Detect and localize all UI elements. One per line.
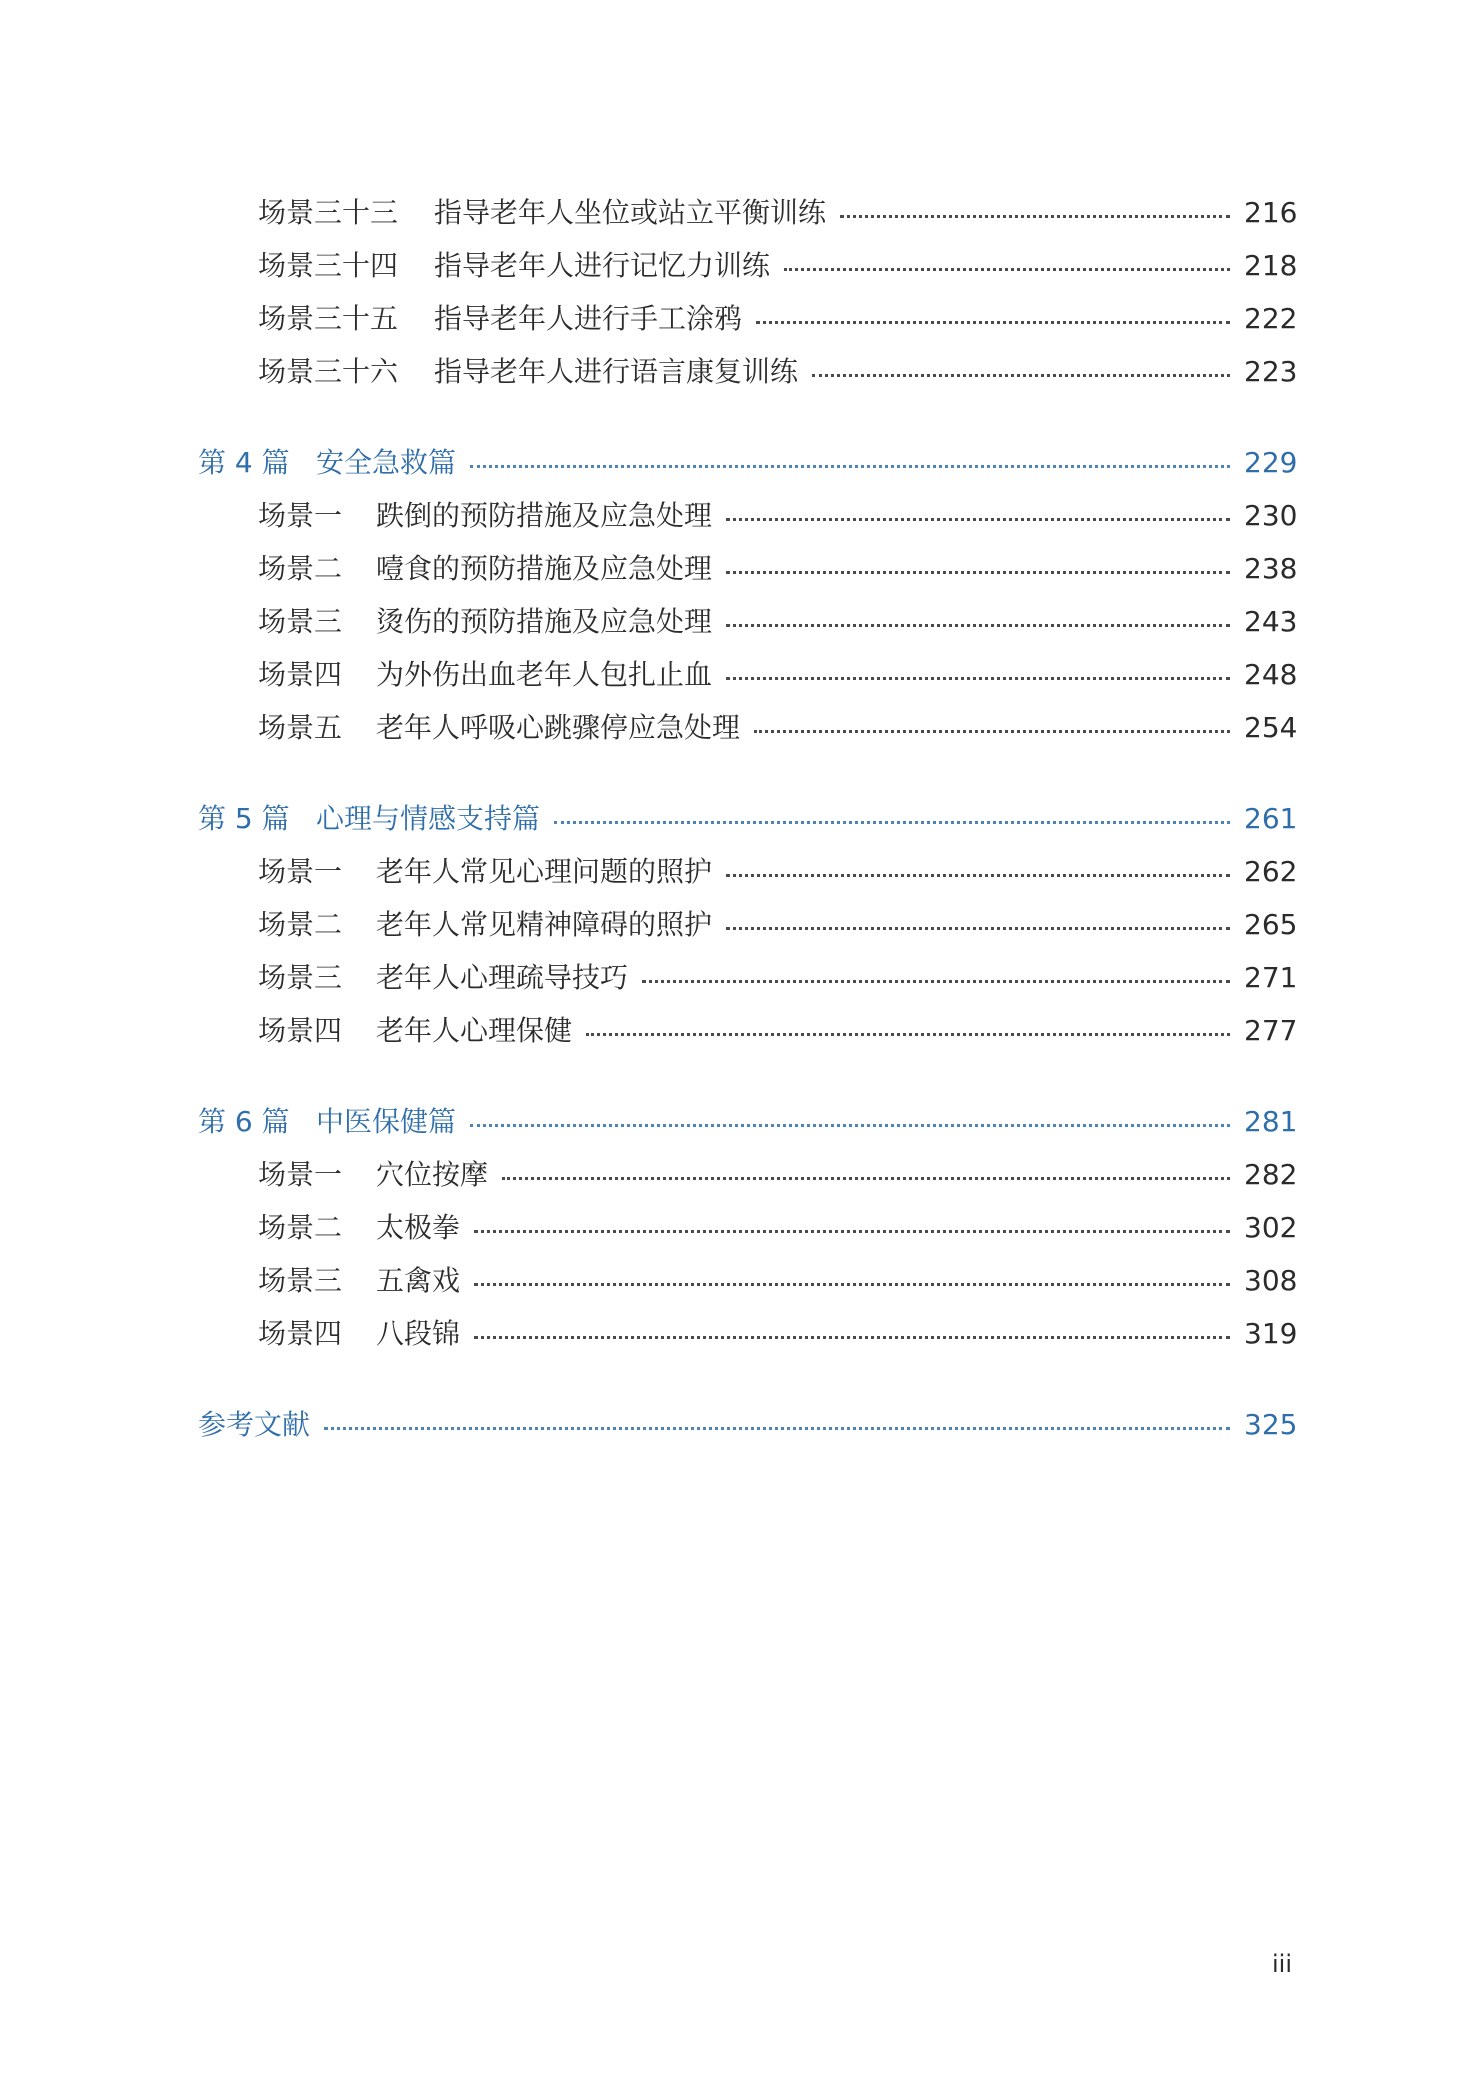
scene-title: 八段锦 bbox=[376, 1317, 461, 1350]
page-number: 243 bbox=[1244, 605, 1298, 638]
part-label: 第 4 篇 bbox=[198, 446, 290, 479]
part-title: 心理与情感支持篇 bbox=[316, 802, 541, 835]
page-number: 282 bbox=[1244, 1158, 1298, 1191]
leader-dots bbox=[474, 1336, 1230, 1339]
scene-label: 场景三十四 bbox=[258, 249, 399, 282]
toc-entry[interactable] bbox=[198, 1004, 1298, 1057]
scene-title: 老年人心理保健 bbox=[376, 1014, 573, 1047]
page-number: 222 bbox=[1244, 302, 1298, 335]
scene-title: 五禽戏 bbox=[376, 1264, 461, 1297]
toc-entry[interactable] bbox=[198, 1254, 1298, 1307]
references-title: 参考文献 bbox=[198, 1408, 311, 1441]
page-number: 302 bbox=[1244, 1211, 1298, 1244]
leader-dots bbox=[474, 1230, 1230, 1233]
leader-dots bbox=[840, 215, 1230, 218]
page-number: 230 bbox=[1244, 499, 1298, 532]
leader-dots bbox=[502, 1177, 1230, 1180]
toc-entry[interactable] bbox=[198, 239, 1298, 292]
leader-dots bbox=[726, 874, 1230, 877]
toc-entry[interactable] bbox=[198, 701, 1298, 754]
page-number: 265 bbox=[1244, 908, 1298, 941]
scene-label: 场景四 bbox=[258, 1317, 343, 1350]
toc-part-heading[interactable] bbox=[198, 1095, 1298, 1148]
scene-title: 指导老年人进行手工涂鸦 bbox=[434, 302, 743, 335]
leader-dots bbox=[726, 571, 1230, 574]
scene-label: 场景四 bbox=[258, 658, 343, 691]
scene-label: 场景三十六 bbox=[258, 355, 399, 388]
scene-label: 场景三十五 bbox=[258, 302, 399, 335]
page-number: 238 bbox=[1244, 552, 1298, 585]
scene-title: 老年人常见心理问题的照护 bbox=[376, 855, 713, 888]
page-number: 261 bbox=[1244, 802, 1298, 835]
page-number: 262 bbox=[1244, 855, 1298, 888]
leader-dots bbox=[324, 1427, 1230, 1430]
scene-title: 烫伤的预防措施及应急处理 bbox=[376, 605, 713, 638]
leader-dots bbox=[812, 374, 1230, 377]
toc-entry[interactable] bbox=[198, 845, 1298, 898]
toc-part-heading[interactable] bbox=[198, 792, 1298, 845]
page-number: 325 bbox=[1244, 1408, 1298, 1441]
page-number: 254 bbox=[1244, 711, 1298, 744]
toc-entry[interactable] bbox=[198, 951, 1298, 1004]
page-number: 218 bbox=[1244, 249, 1298, 282]
part-label: 第 6 篇 bbox=[198, 1105, 290, 1138]
leader-dots bbox=[726, 518, 1230, 521]
scene-title: 指导老年人坐位或站立平衡训练 bbox=[434, 196, 827, 229]
folio-page-number: iii bbox=[1271, 1950, 1292, 1978]
scene-label: 场景五 bbox=[258, 711, 343, 744]
scene-title: 噎食的预防措施及应急处理 bbox=[376, 552, 713, 585]
page-number: 271 bbox=[1244, 961, 1298, 994]
scene-title: 老年人心理疏导技巧 bbox=[376, 961, 629, 994]
toc-entry[interactable] bbox=[198, 186, 1298, 239]
scene-title: 穴位按摩 bbox=[376, 1158, 489, 1191]
page-number: 319 bbox=[1244, 1317, 1298, 1350]
scene-label: 场景二 bbox=[258, 908, 343, 941]
toc-entry[interactable] bbox=[198, 898, 1298, 951]
leader-dots bbox=[554, 821, 1230, 824]
page-number: 281 bbox=[1244, 1105, 1298, 1138]
toc-entry[interactable] bbox=[198, 292, 1298, 345]
scene-title: 跌倒的预防措施及应急处理 bbox=[376, 499, 713, 532]
leader-dots bbox=[474, 1283, 1230, 1286]
toc-entry[interactable] bbox=[198, 489, 1298, 542]
leader-dots bbox=[726, 677, 1230, 680]
toc-references[interactable] bbox=[198, 1398, 1298, 1451]
table-of-contents bbox=[198, 186, 1298, 1451]
scene-label: 场景一 bbox=[258, 499, 343, 532]
toc-entry[interactable] bbox=[198, 1201, 1298, 1254]
scene-label: 场景一 bbox=[258, 855, 343, 888]
leader-dots bbox=[756, 321, 1230, 324]
scene-title: 老年人呼吸心跳骤停应急处理 bbox=[376, 711, 741, 744]
page-number: 248 bbox=[1244, 658, 1298, 691]
scene-label: 场景二 bbox=[258, 1211, 343, 1244]
toc-entry[interactable] bbox=[198, 595, 1298, 648]
scene-label: 场景二 bbox=[258, 552, 343, 585]
scene-label: 场景四 bbox=[258, 1014, 343, 1047]
part-label: 第 5 篇 bbox=[198, 802, 290, 835]
scene-title: 老年人常见精神障碍的照护 bbox=[376, 908, 713, 941]
page-number: 229 bbox=[1244, 446, 1298, 479]
leader-dots bbox=[642, 980, 1230, 983]
scene-label: 场景三 bbox=[258, 961, 343, 994]
toc-part-heading[interactable] bbox=[198, 436, 1298, 489]
scene-label: 场景三十三 bbox=[258, 196, 399, 229]
scene-label: 场景一 bbox=[258, 1158, 343, 1191]
scene-label: 场景三 bbox=[258, 605, 343, 638]
toc-entry[interactable] bbox=[198, 345, 1298, 398]
leader-dots bbox=[784, 268, 1230, 271]
scene-label: 场景三 bbox=[258, 1264, 343, 1297]
scene-title: 为外伤出血老年人包扎止血 bbox=[376, 658, 713, 691]
toc-entry[interactable] bbox=[198, 1148, 1298, 1201]
scene-title: 太极拳 bbox=[376, 1211, 461, 1244]
leader-dots bbox=[726, 624, 1230, 627]
leader-dots bbox=[754, 730, 1230, 733]
leader-dots bbox=[470, 1124, 1230, 1127]
part-title: 安全急救篇 bbox=[316, 446, 457, 479]
toc-entry[interactable] bbox=[198, 542, 1298, 595]
scene-title: 指导老年人进行语言康复训练 bbox=[434, 355, 799, 388]
toc-entry[interactable] bbox=[198, 648, 1298, 701]
page-number: 277 bbox=[1244, 1014, 1298, 1047]
leader-dots bbox=[586, 1033, 1230, 1036]
page-number: 223 bbox=[1244, 355, 1298, 388]
part-title: 中医保健篇 bbox=[316, 1105, 457, 1138]
toc-entry[interactable] bbox=[198, 1307, 1298, 1360]
scene-title: 指导老年人进行记忆力训练 bbox=[434, 249, 771, 282]
page-number: 308 bbox=[1244, 1264, 1298, 1297]
leader-dots bbox=[726, 927, 1230, 930]
leader-dots bbox=[470, 465, 1230, 468]
page-number: 216 bbox=[1244, 196, 1298, 229]
